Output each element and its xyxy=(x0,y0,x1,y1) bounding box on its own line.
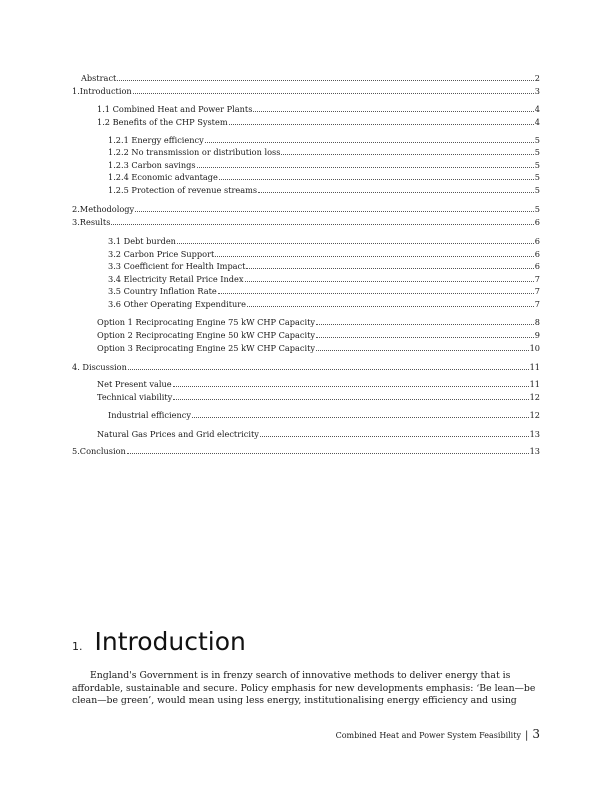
toc-leader-dots xyxy=(177,236,534,244)
toc-entry-page: 7 xyxy=(534,299,540,309)
toc-leader-dots xyxy=(218,286,534,294)
toc-entry[interactable] xyxy=(108,249,540,260)
toc-entry-label: Net Present value xyxy=(97,379,172,389)
toc-entry[interactable] xyxy=(72,86,540,97)
toc-leader-dots xyxy=(117,73,533,81)
toc-leader-dots xyxy=(247,299,534,307)
toc-entry[interactable] xyxy=(72,446,540,457)
toc-entry[interactable] xyxy=(108,160,540,171)
toc-entry-label: 1.2.4 Economic advantage xyxy=(108,172,218,182)
toc-entry[interactable] xyxy=(97,429,540,440)
toc-entry-label: 3.4 Electricity Retail Price Index xyxy=(108,274,244,284)
toc-entry-label: Natural Gas Prices and Grid electricity xyxy=(97,429,259,439)
toc-entry-page: 5 xyxy=(534,172,540,182)
toc-entry-page: 4 xyxy=(534,104,540,114)
toc-entry[interactable] xyxy=(72,204,540,215)
toc-entry-label: Industrial efficiency xyxy=(108,410,191,420)
toc-leader-dots xyxy=(215,249,533,257)
toc-entry-page: 5 xyxy=(534,160,540,170)
toc-entry-page: 10 xyxy=(529,343,540,353)
toc-entry-label: 3.3 Coefficient for Health Impact xyxy=(108,261,246,271)
toc-leader-dots xyxy=(316,330,534,338)
toc-entry[interactable] xyxy=(108,147,540,158)
section-heading xyxy=(72,627,246,656)
toc-entry-label: 4. Discussion xyxy=(72,362,127,372)
toc-entry-page: 6 xyxy=(534,261,540,271)
toc-entry[interactable] xyxy=(72,362,540,373)
toc-entry-page: 12 xyxy=(529,410,540,420)
toc-entry[interactable] xyxy=(97,379,540,390)
toc-leader-dots xyxy=(128,362,529,370)
toc-entry-label: 3.6 Other Operating Expenditure xyxy=(108,299,247,309)
toc-entry-label: Option 3 Reciprocating Engine 25 kW CHP Capacity xyxy=(97,343,316,353)
toc-leader-dots xyxy=(253,104,533,112)
toc-entry-label: 1.2.1 Energy efficiency xyxy=(108,135,204,145)
toc-leader-dots xyxy=(111,217,533,225)
toc-entry[interactable] xyxy=(97,343,540,354)
toc-leader-dots xyxy=(192,410,529,418)
toc-entry-page: 13 xyxy=(529,429,540,439)
toc-leader-dots xyxy=(245,274,534,282)
toc-entry-label: 1.Introduction xyxy=(72,86,132,96)
section-title: Introduction xyxy=(94,627,246,656)
toc-entry-page: 3 xyxy=(534,86,540,96)
toc-entry-page: 5 xyxy=(534,185,540,195)
toc-entry-page: 4 xyxy=(534,117,540,127)
toc-entry[interactable] xyxy=(97,330,540,341)
toc-entry-label: 3.1 Debt burden xyxy=(108,236,176,246)
toc-entry-page: 6 xyxy=(534,249,540,259)
toc-entry-label: 2.Methodology xyxy=(72,204,135,214)
toc-leader-dots xyxy=(205,135,534,143)
toc-leader-dots xyxy=(127,446,529,454)
toc-entry-page: 11 xyxy=(529,362,540,372)
footer-separator: | xyxy=(524,730,529,741)
toc-entry-label: 5.Conclusion xyxy=(72,446,126,456)
toc-entry-label: Option 2 Reciprocating Engine 50 kW CHP Capacity xyxy=(97,330,316,340)
toc-entry[interactable] xyxy=(108,410,540,421)
toc-entry[interactable] xyxy=(97,117,540,128)
toc-leader-dots xyxy=(316,343,529,351)
toc-entry-page: 6 xyxy=(534,236,540,246)
toc-entry[interactable] xyxy=(108,172,540,183)
toc-leader-dots xyxy=(197,160,534,168)
footer-title: Combined Heat and Power System Feasibility xyxy=(335,731,521,740)
toc-entry-page: 2 xyxy=(534,73,540,83)
toc-entry-label: 1.2 Benefits of the CHP System xyxy=(97,117,228,127)
toc-leader-dots xyxy=(229,117,534,125)
toc-leader-dots xyxy=(173,379,529,387)
section-number: 1. xyxy=(72,640,83,653)
toc-entry-label: Option 1 Reciprocating Engine 75 kW CHP Capacity xyxy=(97,317,316,327)
toc-entry-page: 9 xyxy=(534,330,540,340)
toc-entry-label: Abstract xyxy=(81,73,117,83)
toc-entry-page: 7 xyxy=(534,286,540,296)
toc-entry-page: 11 xyxy=(529,379,540,389)
toc-entry-page: 8 xyxy=(534,317,540,327)
toc-entry-label: 3.2 Carbon Price Support xyxy=(108,249,215,259)
toc-entry-label: 3.5 Country Inflation Rate xyxy=(108,286,217,296)
toc-entry-page: 7 xyxy=(534,274,540,284)
toc-entry-page: 5 xyxy=(534,204,540,214)
toc-entry[interactable] xyxy=(108,135,540,146)
body-paragraph: England's Government is in frenzy search of innovative methods to deliver energy that is affordable, sustainable and secure. Policy emphasis for new developments emphasis: ‘Be lean—be clean—be green’, would mean using less energy, institutionalising energy efficiency and using xyxy=(72,670,536,706)
toc-entry[interactable] xyxy=(72,217,540,228)
toc-entry[interactable] xyxy=(108,274,540,285)
toc-leader-dots xyxy=(316,317,534,325)
toc-entry-label: 1.1 Combined Heat and Power Plants xyxy=(97,104,253,114)
toc-entry[interactable] xyxy=(97,392,540,403)
toc-entry-label: 1.2.5 Protection of revenue streams xyxy=(108,185,258,195)
toc-leader-dots xyxy=(258,185,534,193)
toc-entry[interactable] xyxy=(108,286,540,297)
footer-page-number: 3 xyxy=(532,727,540,741)
page-footer xyxy=(336,727,540,741)
toc-entry-page: 13 xyxy=(529,446,540,456)
toc-entry-page: 6 xyxy=(534,217,540,227)
toc-entry-page: 5 xyxy=(534,135,540,145)
toc-entry[interactable] xyxy=(108,299,540,310)
toc-entry[interactable] xyxy=(97,317,540,328)
toc-leader-dots xyxy=(133,86,534,94)
toc-entry[interactable] xyxy=(81,73,540,84)
toc-entry-page: 5 xyxy=(534,147,540,157)
toc-entry[interactable] xyxy=(108,261,540,272)
toc-leader-dots xyxy=(260,429,529,437)
toc-entry[interactable] xyxy=(108,185,540,196)
toc-entry-label: 1.2.3 Carbon savings xyxy=(108,160,196,170)
toc-entry-label: Technical viability xyxy=(97,392,173,402)
toc-leader-dots xyxy=(281,147,533,155)
toc-entry-page: 12 xyxy=(529,392,540,402)
toc-entry-label: 1.2.2 No transmission or distribution loss xyxy=(108,147,281,157)
toc-leader-dots xyxy=(173,392,528,400)
toc-entry[interactable] xyxy=(108,236,540,247)
toc-leader-dots xyxy=(246,261,533,269)
toc-entry[interactable] xyxy=(97,104,540,115)
toc-leader-dots xyxy=(135,204,534,212)
toc-leader-dots xyxy=(219,172,534,180)
toc-entry-label: 3.Results xyxy=(72,217,111,227)
